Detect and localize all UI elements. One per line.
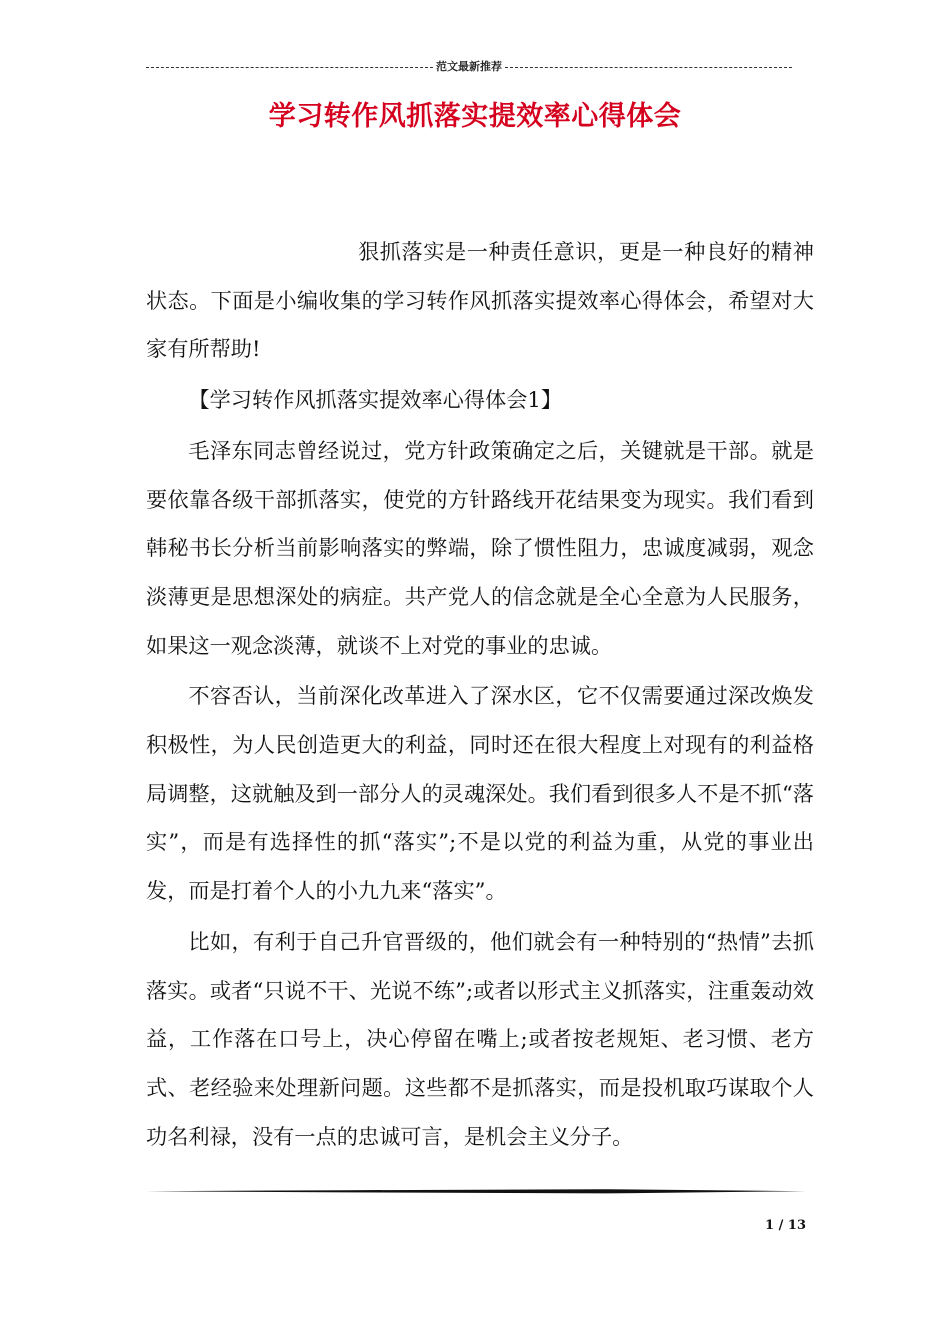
page-number xyxy=(765,1218,806,1233)
intro-paragraph: 狠抓落实是一种责任意识，更是一种良好的精神状态。下面是小编收集的学习转作风抓落实提效率心得体会，希望对大家有所帮助! xyxy=(146,239,814,362)
section-heading: 【学习转作风抓落实提效率心得体会1】 xyxy=(188,387,563,413)
page-header xyxy=(146,58,792,74)
body-paragraph: 毛泽东同志曾经说过，党方针政策确定之后，关键就是干部。就是要依靠各级干部抓落实，使党的方针路线开花结果变为现实。我们看到韩秘书长分析当前影响落实的弊端，除了惯性阻力，忠诚度减弱，观念淡薄更是思想深处的病症。共产党人的信念就是全心全意为人民服务，如果这一观念淡薄，就谈不上对党的事业的忠诚。 xyxy=(146,437,814,658)
header-label: 范文最新推荐 xyxy=(436,60,502,73)
document-title: 学习转作风抓落实提效率心得体会 xyxy=(268,101,682,132)
document-body xyxy=(146,228,814,1163)
header-dash-left xyxy=(146,67,433,68)
total-pages: 13 xyxy=(787,1218,806,1233)
footer-divider xyxy=(146,1189,806,1194)
body-paragraph: 比如，有利于自己升官晋级的，他们就会有一种特别的“热情”去抓落实。或者“只说不干、光说不练”;或者以形式主义抓落实，注重轰动效益，工作落在口号上，决心停留在嘴上;或者按老规矩、老习惯、老方式、老经验来处理新问题。这些都不是抓落实，而是投机取巧谋取个人功名利禄，没有一点的忠诚可言，是机会主义分子。 xyxy=(146,928,814,1149)
body-paragraph: 不容否认，当前深化改革进入了深水区，它不仅需要通过深改焕发积极性，为人民创造更大的利益，同时还在很大程度上对现有的利益格局调整，这就触及到一部分人的灵魂深处。我们看到很多人不是不抓“落实”，而是有选择性的抓“落实”;不是以党的利益为重，从党的事业出发，而是打着个人的小九九来“落实”。 xyxy=(146,683,814,904)
current-page: 1 xyxy=(765,1218,775,1233)
page-separator: / xyxy=(778,1218,784,1233)
header-dash-right xyxy=(505,67,792,68)
